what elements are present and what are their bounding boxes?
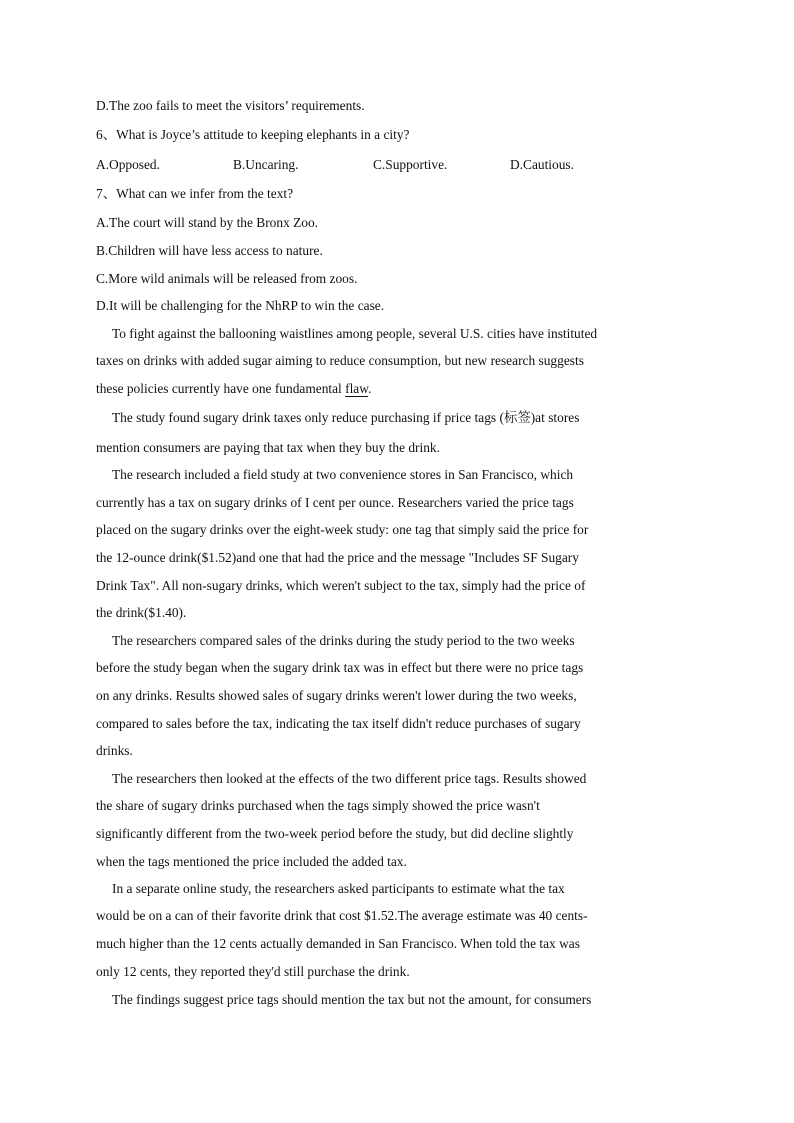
passage-line: placed on the sugary drinks over the eight-week study: one tag that simply said the price for xyxy=(96,522,589,537)
question7-option-d: D.It will be challenging for the NhRP to win the case. xyxy=(96,298,385,313)
passage-line: significantly different from the two-week period before the study, but did decline slightly xyxy=(96,826,574,841)
question6-option-b: B.Uncaring. xyxy=(233,157,299,172)
passage-line: The researchers compared sales of the drinks during the study period to the two weeks xyxy=(112,633,575,648)
passage-line: mention consumers are paying that tax when they buy the drink. xyxy=(96,440,440,455)
passage-line: To fight against the ballooning waistlines among people, several U.S. cities have instituted xyxy=(112,326,598,341)
question5-option-d: D.The zoo fails to meet the visitors’ requirements. xyxy=(96,98,365,113)
question6-option-c: C.Supportive. xyxy=(373,157,448,172)
passage-text: these policies currently have one fundamental xyxy=(96,381,346,396)
passage-text: . xyxy=(368,381,372,396)
passage-line: In a separate online study, the researchers asked participants to estimate what the tax xyxy=(112,881,565,896)
passage-line: The findings suggest price tags should mention the tax but not the amount, for consumers xyxy=(112,992,592,1007)
question7-option-a: A.The court will stand by the Bronx Zoo. xyxy=(96,215,319,230)
passage-line: The study found sugary drink taxes only reduce purchasing if price tags (标签)at stores xyxy=(112,410,580,425)
question6-stem: 6、What is Joyce’s attitude to keeping elephants in a city? xyxy=(96,127,410,142)
question6-option-a: A.Opposed. xyxy=(96,157,160,172)
passage-line: drinks. xyxy=(96,743,133,758)
passage-line: The research included a field study at two convenience stores in San Francisco, which xyxy=(112,467,574,482)
passage-line: the drink($1.40). xyxy=(96,605,187,620)
question7-option-b: B.Children will have less access to nature. xyxy=(96,243,323,258)
underlined-word-flaw: flaw xyxy=(345,381,369,396)
passage-line: taxes on drinks with added sugar aiming to reduce consumption, but new research suggests xyxy=(96,353,584,368)
passage-line: only 12 cents, they reported they'd still purchase the drink. xyxy=(96,964,410,979)
passage-line: when the tags mentioned the price included the added tax. xyxy=(96,854,407,869)
passage-line: compared to sales before the tax, indicating the tax itself didn't reduce purchases of sugary xyxy=(96,716,581,731)
passage-line: much higher than the 12 cents actually demanded in San Francisco. When told the tax was xyxy=(96,936,580,951)
passage-line: the share of sugary drinks purchased when the tags simply showed the price wasn't xyxy=(96,798,540,813)
question6-option-d: D.Cautious. xyxy=(510,157,574,172)
passage-line: would be on a can of their favorite drink that cost $1.52.The average estimate was 40 cents- xyxy=(96,908,588,923)
question7-stem: 7、What can we infer from the text? xyxy=(96,186,294,201)
passage-line: The researchers then looked at the effects of the two different price tags. Results showed xyxy=(112,771,587,786)
passage-line xyxy=(96,381,696,397)
passage-line: Drink Tax". All non-sugary drinks, which weren't subject to the tax, simply had the price of xyxy=(96,578,586,593)
passage-line: on any drinks. Results showed sales of sugary drinks weren't lower during the two weeks, xyxy=(96,688,577,703)
passage-line: before the study began when the sugary drink tax was in effect but there were no price tags xyxy=(96,660,584,675)
passage-line: the 12-ounce drink($1.52)and one that had the price and the message "Includes SF Sugary xyxy=(96,550,579,565)
question7-option-c: C.More wild animals will be released from zoos. xyxy=(96,271,358,286)
passage-line: currently has a tax on sugary drinks of I cent per ounce. Researchers varied the price tags xyxy=(96,495,574,510)
